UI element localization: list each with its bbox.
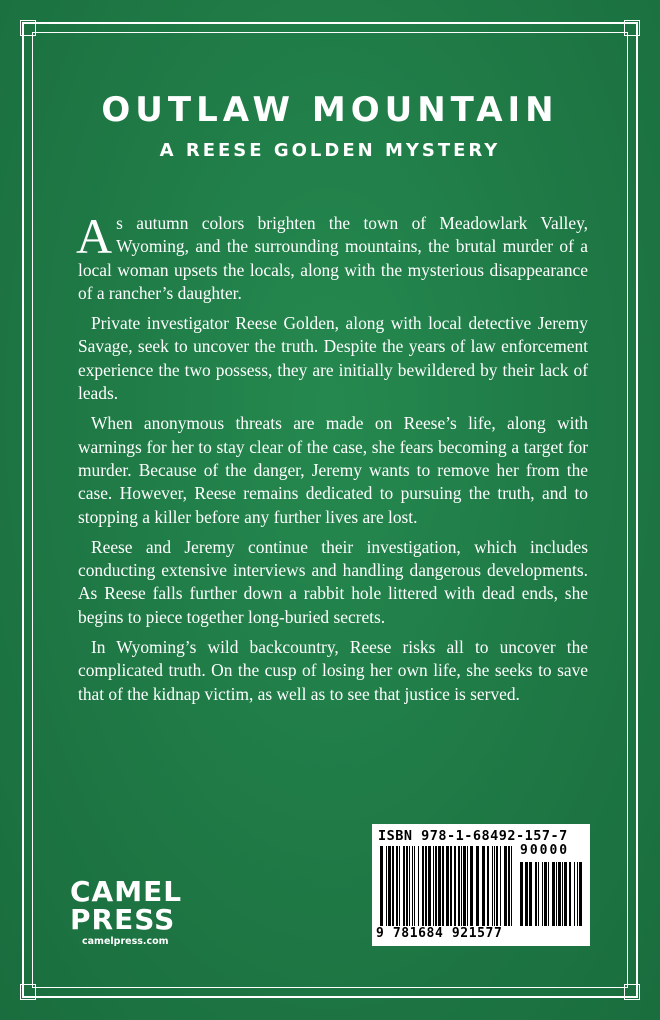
barcode-bar bbox=[438, 846, 441, 926]
addon-barcode-bars bbox=[520, 862, 584, 926]
publisher-logo bbox=[70, 875, 190, 947]
barcode-bar bbox=[511, 846, 512, 926]
barcode-bar bbox=[412, 846, 413, 926]
blurb-paragraph-text: s autumn colors brighten the town of Meadowlark Valley, Wyoming, and the surrounding mountains, the brutal murder of a local woman upsets the locals, along with the mysterious disappearance of a rancher’s daughter. bbox=[78, 213, 588, 303]
barcode-bar bbox=[476, 846, 479, 926]
barcode-bar bbox=[414, 846, 415, 926]
barcode-bar bbox=[558, 862, 561, 926]
barcode-bar bbox=[574, 862, 575, 926]
border-corner-ornament bbox=[20, 20, 36, 36]
blurb-paragraph: In Wyoming’s wild backcountry, Reese risks all to uncover the complicated truth. On the cusp of losing her own life, she seeks to save that of the kidnap victim, as well as to see that justice is served. bbox=[78, 637, 588, 704]
barcode-bar bbox=[386, 846, 387, 926]
border-corner-ornament bbox=[624, 20, 640, 36]
blurb-paragraph: Private investigator Reese Golden, along with local detective Jeremy Savage, seek to uncover the truth. Despite the years of law enforcement experience the two possess, they are initially bewildered by their lack of leads. bbox=[78, 313, 588, 404]
barcode-bar bbox=[494, 846, 495, 926]
border-corner-ornament bbox=[624, 984, 640, 1000]
border-corner-ornament bbox=[20, 984, 36, 1000]
barcode-bar bbox=[504, 846, 507, 926]
barcode-bar bbox=[399, 846, 400, 926]
barcode-bar bbox=[418, 846, 419, 926]
barcode-bar bbox=[520, 862, 523, 926]
barcode-bar bbox=[403, 846, 405, 926]
barcode-bar bbox=[538, 862, 539, 926]
blurb-paragraph: Reese and Jeremy continue their investigation, which includes conducting extensive interviews and handling dangerous developments. As Reese falls further down a rabbit hole littered with dead ends, she begins to piece together long-buried secrets. bbox=[78, 536, 588, 627]
blurb-text bbox=[76, 208, 588, 713]
barcode-bar bbox=[500, 846, 501, 926]
barcode-bar bbox=[467, 846, 468, 926]
barcode-bar bbox=[535, 862, 537, 926]
barcode-bar bbox=[450, 846, 452, 926]
isbn-barcode bbox=[372, 824, 590, 946]
barcode-bar bbox=[428, 846, 431, 926]
barcode-bar bbox=[496, 846, 498, 926]
drop-cap: A bbox=[76, 208, 113, 264]
blurb-paragraph: When anonymous threats are made on Reese’s life, along with warnings for her to stay clear of the case, she fears becoming a target for murder. Because of the danger, Jeremy wants to remove her from the case. However, Reese remains dedicated to pursuing the truth, and to stopping a killer before any further lives are lost. bbox=[78, 413, 588, 527]
barcode-bar bbox=[461, 846, 462, 926]
book-title: OUTLAW MOUNTAIN bbox=[101, 90, 559, 130]
logo-line-press: PRESS bbox=[70, 903, 176, 936]
barcode-bar bbox=[508, 846, 510, 926]
barcode-bar bbox=[542, 862, 543, 926]
barcode-bar bbox=[446, 846, 449, 926]
barcode-bar bbox=[454, 846, 456, 926]
barcode-bar bbox=[380, 846, 383, 926]
barcode-bar bbox=[525, 862, 528, 926]
blurb-paragraph bbox=[76, 208, 588, 305]
barcode-bar bbox=[569, 862, 571, 926]
barcode-bar bbox=[409, 846, 410, 926]
barcode-bar bbox=[556, 862, 557, 926]
barcode-bar bbox=[492, 846, 493, 926]
isbn-label: ISBN 978-1-68492-157-7 bbox=[378, 828, 568, 844]
barcode-bar bbox=[396, 846, 398, 926]
logo-line-camel: CAMEL bbox=[70, 875, 183, 908]
barcode-bar bbox=[548, 862, 549, 926]
barcode-bar bbox=[433, 846, 434, 926]
barcode-bar bbox=[470, 846, 473, 926]
price-code: 90000 bbox=[520, 843, 570, 858]
barcode-bar bbox=[487, 846, 489, 926]
barcode-bars bbox=[380, 846, 516, 926]
barcode-bar bbox=[435, 846, 437, 926]
barcode-bar bbox=[529, 862, 532, 926]
barcode-bar bbox=[425, 846, 427, 926]
barcode-bar bbox=[482, 846, 485, 926]
barcode-digits: 9 781684 921577 bbox=[376, 926, 503, 941]
barcode-bar bbox=[392, 846, 394, 926]
barcode-bar bbox=[406, 846, 408, 926]
book-subtitle: A REESE GOLDEN MYSTERY bbox=[159, 140, 501, 161]
barcode-bar bbox=[458, 846, 460, 926]
barcode-bar bbox=[442, 846, 444, 926]
barcode-bar bbox=[463, 846, 466, 926]
publisher-url: camelpress.com bbox=[82, 936, 169, 947]
barcode-bar bbox=[552, 862, 555, 926]
barcode-bar bbox=[388, 846, 391, 926]
barcode-bar bbox=[577, 862, 578, 926]
barcode-bar bbox=[564, 862, 567, 926]
barcode-bar bbox=[579, 862, 582, 926]
barcode-bar bbox=[562, 862, 563, 926]
barcode-bar bbox=[422, 846, 424, 926]
barcode-bar bbox=[544, 862, 547, 926]
